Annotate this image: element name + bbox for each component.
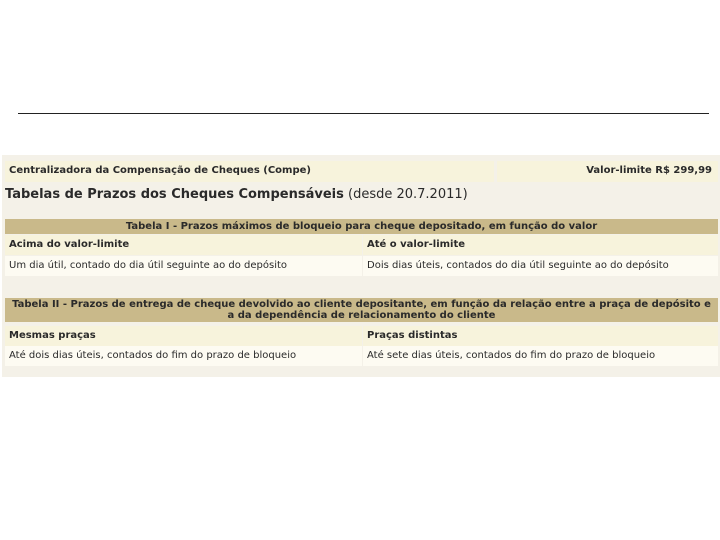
valor-limite-label: Valor-limite R$ 299,99 [497, 161, 718, 182]
table2-cell-distinct: Até sete dias úteis, contados do fim do prazo de bloqueio [363, 346, 718, 366]
table2-data-row [5, 346, 718, 366]
table2-title-row [5, 298, 718, 322]
table2-header-row [5, 326, 718, 346]
header-row [5, 161, 718, 182]
table2-title: Tabela II - Prazos de entrega de cheque devolvido ao cliente depositante, em função da relação entre a praça de depósito e a da dependência de relacionamento do cliente [5, 298, 718, 322]
table1-cell-above: Um dia útil, contado do dia útil seguinte ao do depósito [5, 256, 362, 276]
page-title-date: (desde 20.7.2011) [348, 187, 468, 202]
table1-col-header-upto: Até o valor-limite [363, 235, 718, 255]
table1-header-row [5, 235, 718, 255]
table1-title: Tabela I - Prazos máximos de bloqueio para cheque depositado, em função do valor [5, 219, 718, 234]
horizontal-rule [18, 113, 709, 114]
page-title-main: Tabelas de Prazos dos Cheques Compensáveis [5, 187, 344, 202]
compe-label: Centralizadora da Compensação de Cheques (Compe) [5, 161, 494, 182]
table2-col-header-distinct: Praças distintas [363, 326, 718, 346]
table1-cell-upto: Dois dias úteis, contados do dia útil seguinte ao do depósito [363, 256, 718, 276]
table2-col-header-same: Mesmas praças [5, 326, 362, 346]
table1-col-header-above: Acima do valor-limite [5, 235, 362, 255]
page-title [5, 185, 468, 205]
table2-cell-same: Até dois dias úteis, contados do fim do prazo de bloqueio [5, 346, 362, 366]
table1-data-row [5, 256, 718, 276]
table1-title-row [5, 219, 718, 234]
